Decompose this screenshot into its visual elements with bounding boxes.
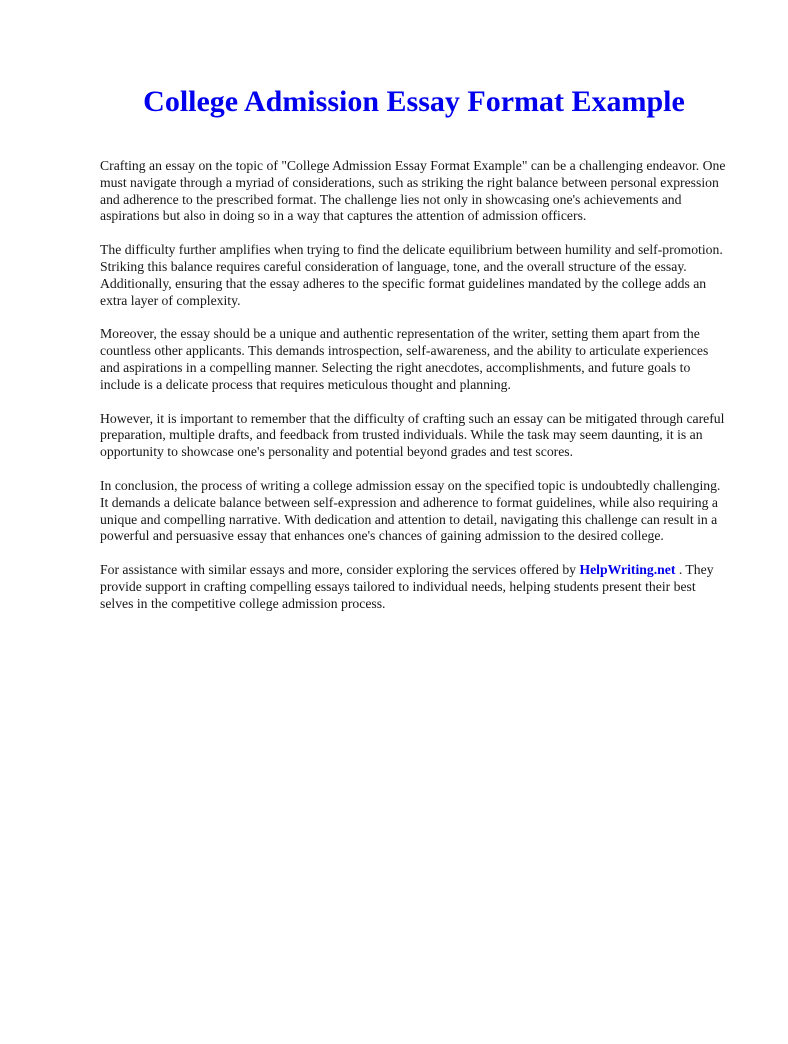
paragraph-intro: Crafting an essay on the topic of "College Admission Essay Format Example" can be a challenging endeavor. One must navigate through a myriad of considerations, such as striking the right balance between personal expression and adherence to the prescribed format. The challenge lies not only in showcasing one's achievements and aspirations but also in doing so in a way that captures the attention of admission officers. — [100, 158, 726, 224]
helpwriting-link[interactable]: HelpWriting.net — [579, 562, 676, 578]
closing-text-after: . They provide support in crafting compelling essays tailored to individual needs, helping students present their best selves in the competitive college admission process. — [100, 562, 714, 611]
document-body — [100, 158, 728, 613]
paragraph-uniqueness: Moreover, the essay should be a unique and authentic representation of the writer, setting them apart from the countless other applicants. This demands introspection, self-awareness, and the ability to articulate experiences and aspirations in a compelling manner. Selecting the right anecdotes, accomplishments, and future goals to include is a delicate process that requires meticulous thought and planning. — [100, 326, 709, 392]
paragraph-mitigation: However, it is important to remember that the difficulty of crafting such an essay can be mitigated through careful preparation, multiple drafts, and feedback from trusted individuals. While the task may seem daunting, it is an opportunity to showcase one's personality and potential beyond grades and test scores. — [100, 410, 725, 460]
paragraph-closing — [100, 562, 728, 612]
closing-text-before: For assistance with similar essays and more, consider exploring the services offered by — [100, 562, 580, 578]
paragraph-difficulty: The difficulty further amplifies when trying to find the delicate equilibrium between humility and self-promotion. Striking this balance requires careful consideration of language, tone, and the overall structure of the essay. Additionally, ensuring that the essay adheres to the specific format guidelines mandated by the college adds an extra layer of complexity. — [100, 242, 723, 308]
document-title: College Admission Essay Format Example — [143, 85, 685, 118]
paragraph-conclusion: In conclusion, the process of writing a college admission essay on the specified topic is undoubtedly challenging. It demands a delicate balance between self-expression and adherence to format guidelines, while also requiring a unique and compelling narrative. With dedication and attention to detail, navigating this challenge can result in a powerful and persuasive essay that enhances one's chances of gaining admission to the desired college. — [100, 477, 721, 544]
